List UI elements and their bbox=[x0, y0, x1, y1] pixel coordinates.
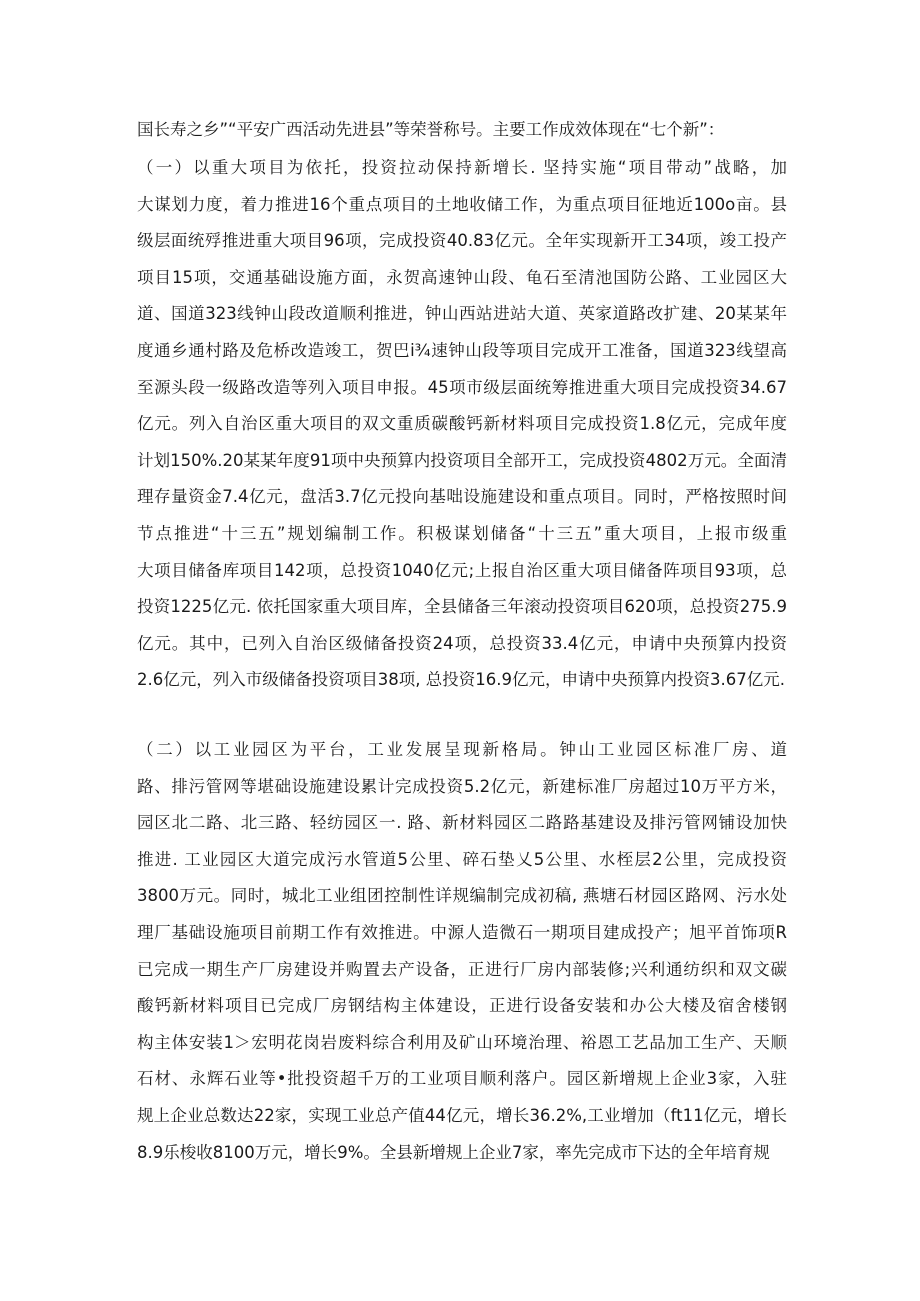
text-line: 国长寿之乡”“平安广西活动先进县”等荣誉称号。主要工作成效体现在“七个新”： bbox=[137, 120, 725, 139]
text-line: 至源头段一级路改造等列入项目申报。45项市级层面统筹推进重大项目完成投资34.67 bbox=[137, 377, 787, 397]
text-line: 投资1225亿元. 依托国家重大项目库，全县储备三年滚动投资项目620项，总投资275.9 bbox=[137, 597, 787, 617]
text-line: 亿元。其中，已列入自治区级储备投资24项，总投资33.4亿元，申请中央预算内投资 bbox=[137, 633, 787, 653]
text-line: 2.6亿元，列入市级储备投资项目38项, 总投资16.9亿元，申请中央预算内投资3.67亿元. bbox=[137, 670, 785, 690]
text-line: 大谋划力度，着力推进16个重点项目的土地收储工作，为重点项目征地近100o亩。县 bbox=[137, 194, 787, 214]
text-line: 道、国道323线钟山段改道顺利推进，钟山西站进站大道、英家道路改扩建、20某某年 bbox=[137, 304, 787, 324]
paragraph-intro bbox=[137, 112, 787, 149]
text-line: 已完成一期生产厂房建设并购置去产设备，正进行厂房内部装修;兴利通纺织和双文碳 bbox=[137, 959, 787, 979]
text-line: 路、排污管网等堪础设施建设累计完成投资5.2亿元，新建标准厂房超过10万平方米， bbox=[137, 776, 787, 796]
text-line: 推进. 工业园区大道完成污水管道5公里、碎石垫乂5公里、水桎层2公里，完成投资 bbox=[137, 849, 787, 869]
text-line: 计划150%.20某某年度91项中央预算内投资项目全部开工，完成投资4802万元。全面清 bbox=[137, 450, 787, 470]
text-line: 项目15项，交通基础设施方面，永贺高速钟山段、龟石至清池国防公路、工业园区大 bbox=[137, 267, 787, 287]
text-line: （二）以工业园区为平台，工业发展呈现新格局。钟山工业园区标准厂房、道 bbox=[137, 740, 787, 759]
text-line: （一）以重大项目为依托，投资拉动保持新增长. 坚持实施“项目带动”战略，加 bbox=[137, 158, 787, 177]
text-line: 理厂基础设施项目前期工作有效推进。中源人造微石一期项目建成投产；旭平首饰项R bbox=[137, 922, 787, 942]
text-line: 构主体安装1＞宏明花岗岩废料综合利用及矿山环境治理、裕恩工艺品加工生产、天顺 bbox=[137, 1032, 787, 1052]
text-line: 酸钙新材料项目已完成厂房钢结构主体建设，正进行设备安装和办公大楼及宿舍楼钢 bbox=[137, 996, 787, 1016]
text-line: 理存量资金7.4亿元，盘活3.7亿元投向基咄设施建设和重点项目。同时，严格按照时间 bbox=[137, 487, 787, 507]
text-line: 3800万元。同时，城北工业组团控制性详规编制完成初稿, 燕塘石材园区路网、污水处 bbox=[137, 886, 787, 906]
text-line: 级层面统殍推进重大项目96项，完成投资40.83亿元。全年实现新开工34项，竣工投产 bbox=[137, 231, 787, 251]
text-line: 8.9乐梭收8100万元，增长9%。全县新增规上企业7家，率先完成市下达的全年培育规 bbox=[137, 1142, 770, 1162]
text-line: 亿元。列入自治区重大项目的双文重质碳酸钙新材料项目完成投资1.8亿元，完成年度 bbox=[137, 414, 787, 434]
text-line: 规上企业总数达22家，实现工业总产值44亿元，增长36.2%,工业增加（ft11亿元，增长 bbox=[137, 1105, 787, 1125]
text-line: 节点推进“十三五”规划编制工作。积极谋划储备“十三五”重大项目，上报市级重 bbox=[137, 523, 787, 543]
text-line: 大项目储备库项目142项，总投资1040亿元;上报自治区重大项目储备阵项目93项，总 bbox=[137, 560, 787, 580]
paragraph-section-two bbox=[137, 732, 787, 1171]
text-line: 园区北二路、北三路、轻纺园区一. 路、新材料园区二路路基建设及排污管网铺设加快 bbox=[137, 813, 787, 833]
text-line: 度通乡通村路及危桥改造竣工，贺巴i¾速钟山段等项目完成开工准备，国道323线望高 bbox=[137, 340, 787, 360]
text-line: 石材、永辉石业等•批投资超千万的工业项目顺利落户。园区新增规上企业3家，入驻 bbox=[137, 1069, 787, 1089]
paragraph-section-one bbox=[137, 150, 787, 699]
